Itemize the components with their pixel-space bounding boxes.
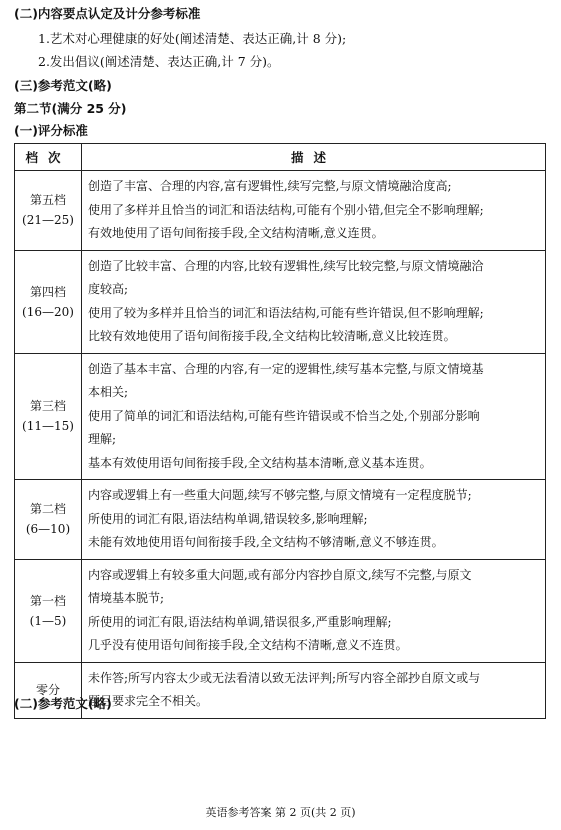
table-row	[15, 353, 546, 480]
page-footer: 英语参考答案 第 2 页(共 2 页)	[205, 806, 356, 819]
table-row	[15, 250, 546, 353]
table-header-row	[15, 144, 546, 171]
description-line: 使用了多样并且恰当的词汇和语法结构,可能有个别小错,但完全不影响理解;	[88, 202, 484, 217]
level-range: (11—15)	[22, 419, 74, 434]
description-cell	[82, 559, 546, 662]
table-row	[15, 480, 546, 560]
level-name: 零分	[35, 683, 60, 697]
description-line: 创造了比较丰富、合理的内容,比较有逻辑性,续写比较完整,与原文情境融洽	[88, 258, 484, 273]
scoring-heading: (一)评分标准	[14, 123, 88, 138]
level-name: 第五档	[29, 193, 66, 208]
level-cell	[15, 480, 82, 560]
level-cell	[15, 353, 82, 480]
description-line: 所使用的词汇有限,语法结构单调,错误很多,严重影响理解;	[88, 614, 392, 629]
point-item: 2.发出倡议(阐述清楚、表达正确,计 7 分)。	[38, 54, 280, 69]
description-line: 创造了丰富、合理的内容,富有逻辑性,续写完整,与原文情境融洽度高;	[88, 179, 452, 193]
level-name: 第二档	[29, 502, 66, 517]
description-line: 理解;	[88, 432, 117, 446]
section-heading-sample-essay: (三)参考范文(略)	[14, 78, 112, 93]
level-name: 第三档	[29, 399, 66, 414]
description-line: 几乎没有使用语句间衔接手段,全文结构不清晰,意义不连贯。	[88, 638, 408, 652]
level-cell	[15, 250, 82, 353]
description-line: 使用了简单的词汇和语法结构,可能有些许错误或不恰当之处,个别部分影响	[88, 408, 480, 423]
section-heading-content-points: (二)内容要点认定及计分参考标准	[14, 6, 201, 21]
rubric-table	[14, 143, 546, 719]
description-line: 创造了基本丰富、合理的内容,有一定的逻辑性,续写基本完整,与原文情境基	[88, 361, 484, 376]
table-row	[15, 559, 546, 662]
description-line: 题目要求完全不相关。	[88, 694, 209, 708]
description-cell	[82, 353, 546, 480]
description-line: 内容或逻辑上有一些重大问题,续写不够完整,与原文情境有一定程度脱节;	[88, 488, 472, 502]
description-line: 基本有效使用语句间衔接手段,全文结构基本清晰,意义基本连贯。	[88, 455, 432, 470]
description-line: 所使用的词汇有限,语法结构单调,错误较多,影响理解;	[88, 511, 368, 526]
description-line: 使用了较为多样并且恰当的词汇和语法结构,可能有些许错误,但不影响理解;	[88, 305, 484, 320]
point-item: 1.艺术对心理健康的好处(阐述清楚、表达正确,计 8 分);	[38, 31, 347, 46]
bottom-heading: (二)参考范文(略)	[14, 696, 112, 711]
description-line: 有效地使用了语句间衔接手段,全文结构清晰,意义连贯。	[88, 226, 384, 240]
level-name: 第一档	[29, 593, 66, 608]
header-description: 描述	[82, 144, 546, 171]
part-heading: 第二节(满分 25 分)	[14, 101, 127, 116]
level-range: (6—10)	[25, 522, 71, 537]
description-cell	[82, 250, 546, 353]
description-line: 情境基本脱节;	[88, 591, 165, 605]
description-line: 未作答;所写内容太少或无法看清以致无法评判;所写内容全部抄自原文或与	[88, 670, 481, 685]
description-line: 本相关;	[88, 385, 129, 399]
description-cell	[82, 480, 546, 560]
level-range: (16—20)	[22, 304, 74, 319]
level-range: (1—5)	[29, 613, 67, 628]
level-name: 第四档	[29, 284, 66, 299]
level-cell	[15, 171, 82, 251]
description-cell	[82, 662, 546, 718]
description-line: 未能有效地使用语句间衔接手段,全文结构不够清晰,意义不够连贯。	[88, 535, 444, 549]
level-cell	[15, 559, 82, 662]
table-row	[15, 171, 546, 251]
header-level: 档次	[15, 144, 82, 171]
description-line: 度较高;	[88, 282, 129, 296]
level-range: (21—25)	[22, 213, 74, 228]
rubric-body	[15, 171, 546, 719]
description-cell	[82, 171, 546, 251]
description-line: 比较有效地使用了语句间衔接手段,全文结构比较清晰,意义比较连贯。	[88, 329, 456, 343]
description-line: 内容或逻辑上有较多重大问题,或有部分内容抄自原文,续写不完整,与原文	[88, 567, 472, 582]
